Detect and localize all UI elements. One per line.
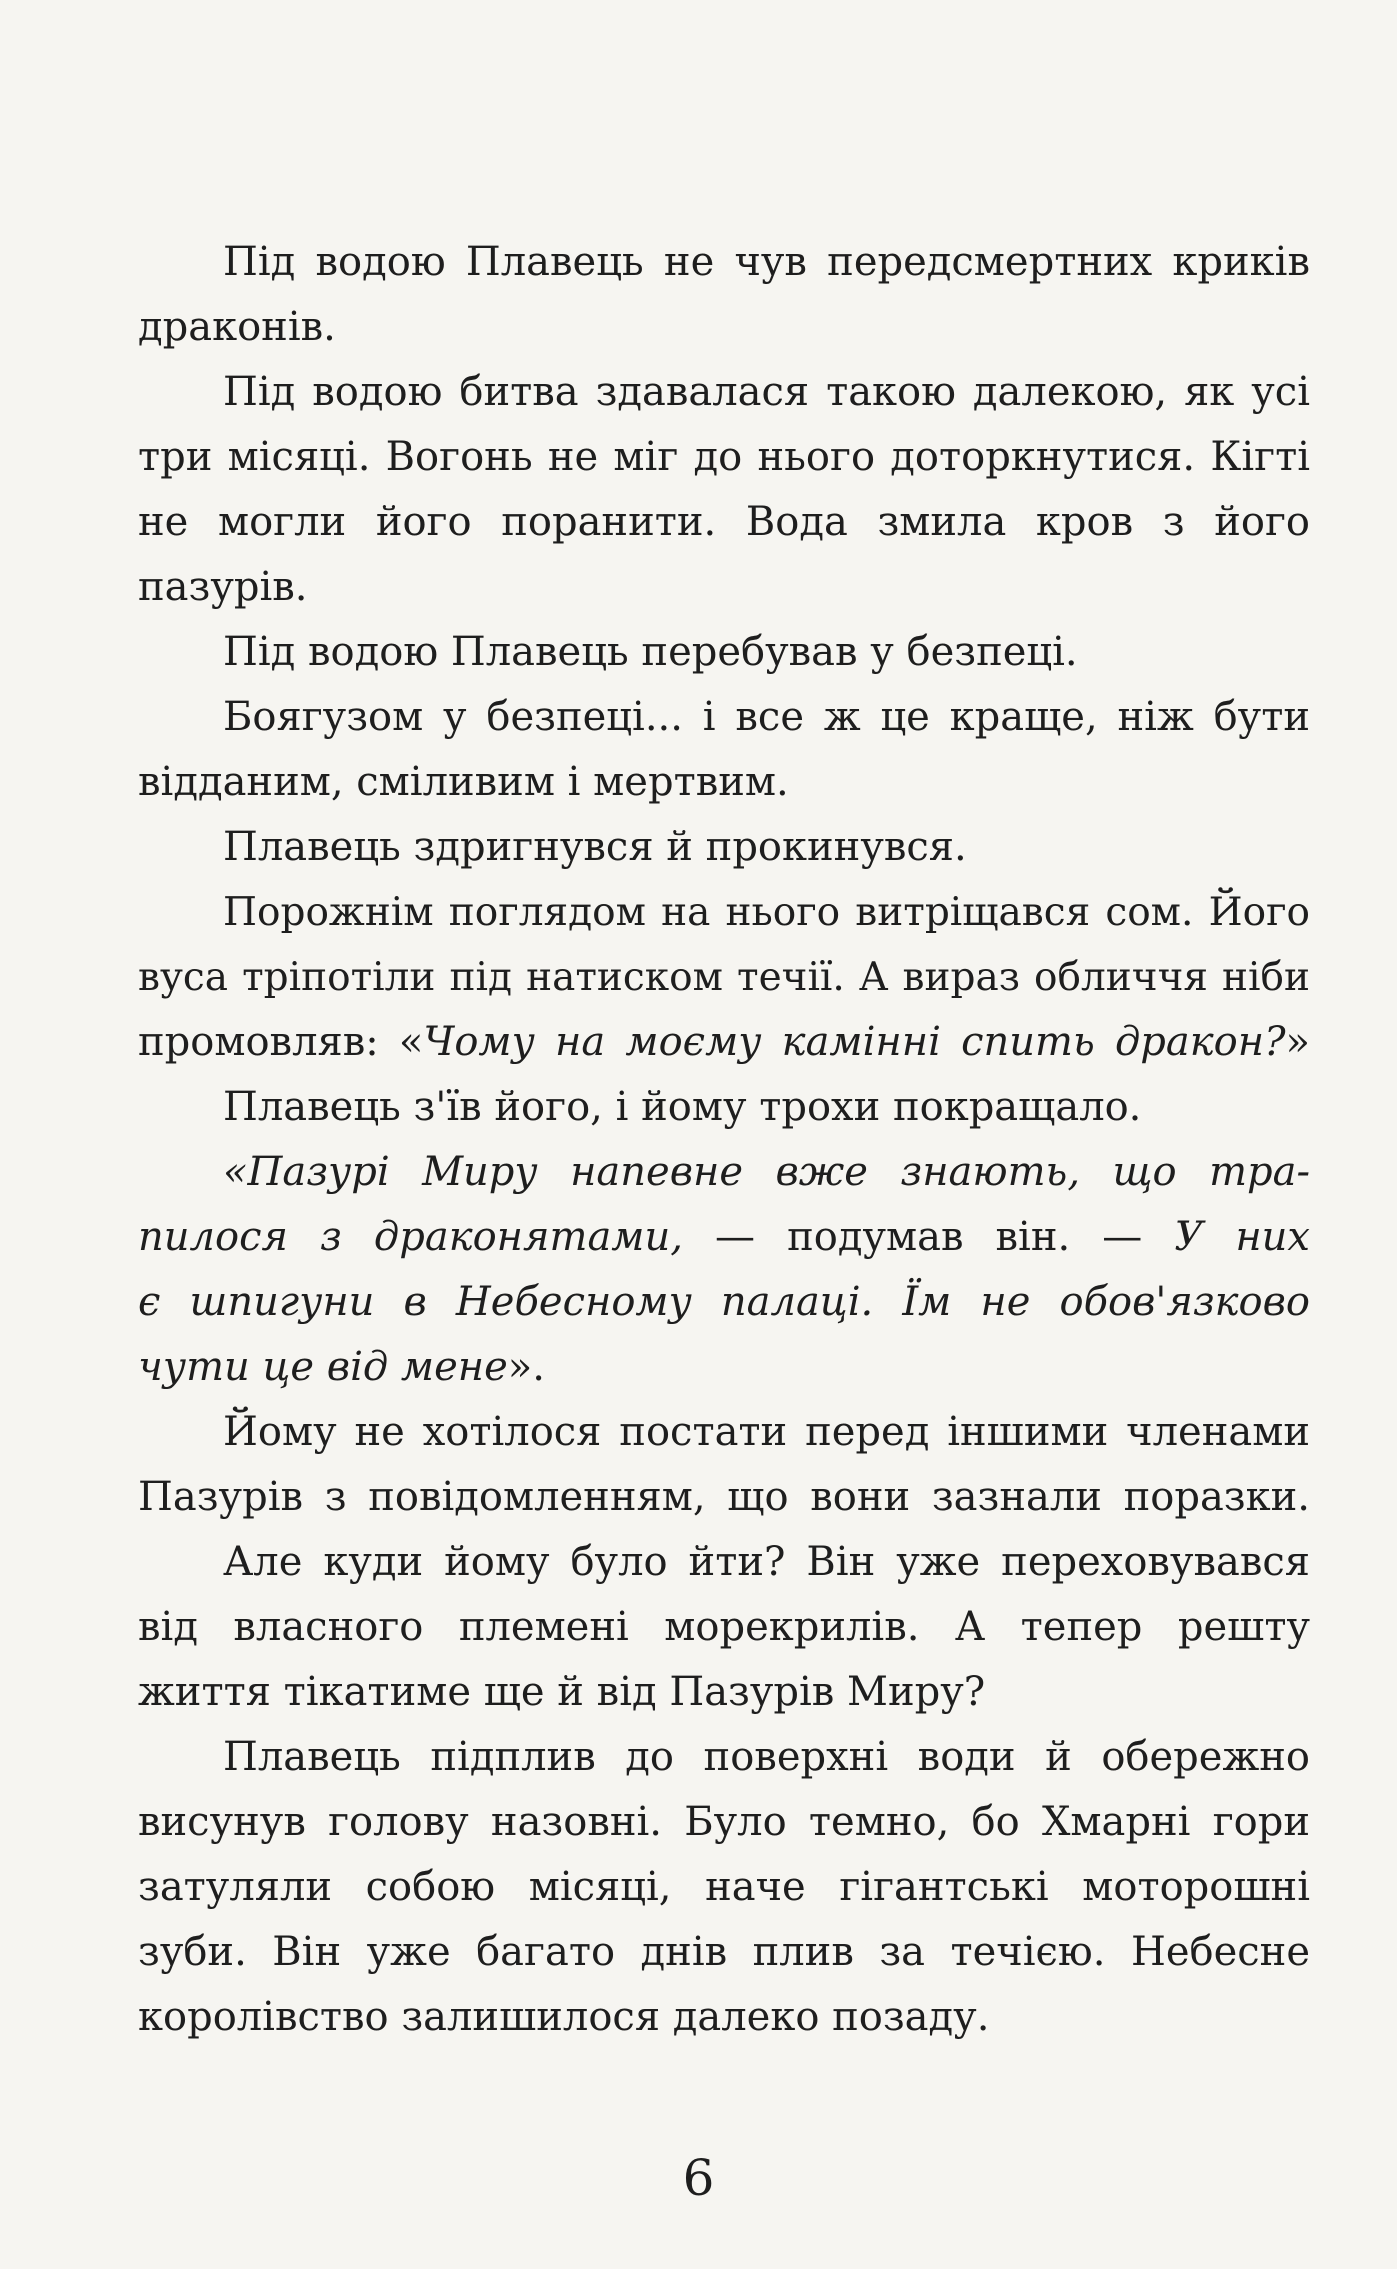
page-number: 6 (682, 2149, 715, 2207)
text-line: Але куди йому було йти? Він уже переховувався (223, 1539, 1310, 1585)
text-line: «Пазурі Миру напевне вже знають, що тра- (223, 1149, 1310, 1195)
text-line: Йому не хотілося постати перед іншими членами (223, 1409, 1310, 1455)
body-text (138, 230, 1310, 2050)
text-line (138, 1335, 1310, 1400)
text-line: висунув голову назовні. Було темно, бо Хмарні гори (138, 1799, 1310, 1845)
text-line (138, 1205, 1310, 1270)
text-line: три місяці. Вогонь не міг до нього доторкнутися. Кігті (138, 434, 1310, 480)
italic-span: Чому на моєму камінні спить дракон? (423, 1019, 1286, 1065)
text-line: вуса тріпотіли під натиском течії. А вираз обличчя ніби (138, 955, 1310, 1000)
text-line: Плавець здригнувся й прокинувся. (223, 824, 967, 870)
text-line: відданим, сміливим і мертвим. (138, 759, 789, 805)
text-line: Плавець з'їв його, і йому трохи покращало. (223, 1084, 1142, 1130)
text-line: життя тікатиме ще й від Пазурів Миру? (138, 1669, 986, 1715)
text-span: — подумав він. — (682, 1214, 1175, 1260)
text-line: Під водою Плавець перебував у безпеці. (223, 629, 1078, 675)
text-line: королівство залишилося далеко позаду. (138, 1994, 990, 2040)
text-line: Порожнім поглядом на нього витріщався сом. Його (223, 890, 1310, 935)
text-span: ». (507, 1344, 545, 1390)
text-span: промовляв: « (138, 1019, 424, 1065)
text-line: Під водою Плавець не чув передсмертних криків (223, 239, 1310, 285)
italic-span: чути це від мене (138, 1344, 508, 1390)
text-line: є шпигуни в Небесному палаці. Їм не обов'язково (138, 1279, 1310, 1325)
text-line (138, 1010, 1310, 1075)
text-line: Боягузом у безпеці... і все ж це краще, ніж бути (223, 694, 1310, 740)
text-line: затуляли собою місяці, наче гігантські моторошні (138, 1864, 1310, 1910)
text-span: » (1285, 1019, 1310, 1065)
text-line: не могли його поранити. Вода змила кров з його (138, 499, 1310, 545)
text-line: Плавець підплив до поверхні води й обережно (223, 1734, 1310, 1780)
text-line: від власного племені морекрилів. А тепер решту (138, 1604, 1310, 1650)
text-line: пазурів. (138, 564, 308, 610)
italic-span: У них (1174, 1214, 1310, 1260)
text-line: Пазурів з повідомленням, що вони зазнали поразки. (138, 1474, 1310, 1520)
text-line: зуби. Він уже багато днів плив за течією. Небесне (138, 1929, 1310, 1975)
text-line: Під водою битва здавалася такою далекою, як усі (223, 369, 1310, 415)
italic-span: пилося з драконятами, (138, 1214, 683, 1260)
text-line: драконів. (138, 304, 336, 350)
